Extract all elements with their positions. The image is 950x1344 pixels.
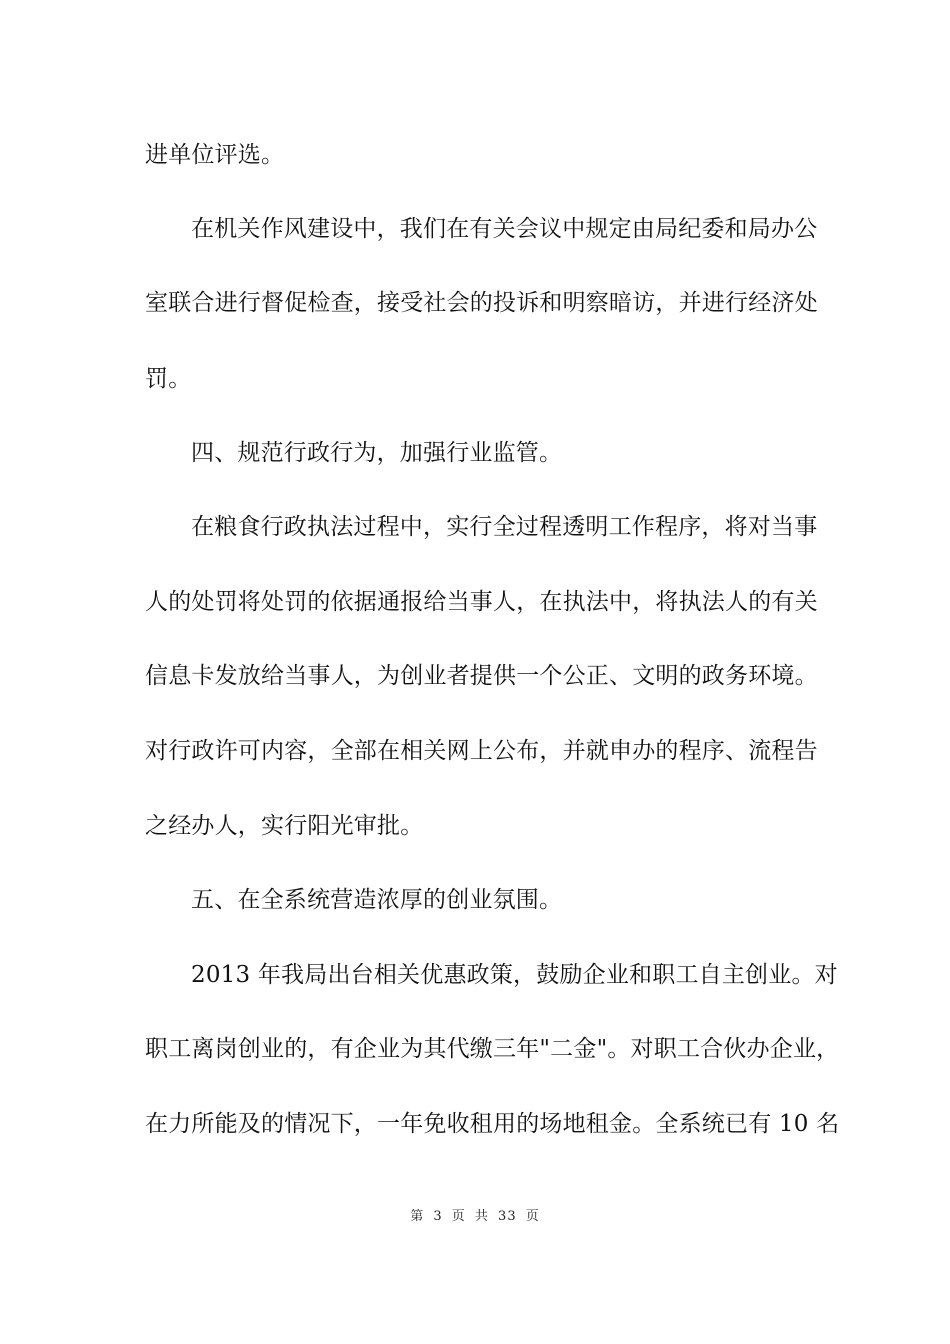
text-line: 信息卡发放给当事人，为创业者提供一个公正、文明的政务环境。: [145, 663, 818, 689]
text-line: 对行政许可内容，全部在相关网上公布，并就申办的程序、流程告: [145, 738, 818, 764]
text-line: 职工离岗创业的，有企业为其代缴三年"二金"。对职工合伙办企业，: [145, 1036, 840, 1062]
paragraph-line: 2013 年我局出台相关优惠政策，鼓励企业和职工自主创业。对: [191, 962, 838, 988]
text-line: 人的处罚将处罚的依据通报给当事人，在执法中，将执法人的有关: [145, 589, 818, 615]
text-line: 室联合进行督促检查，接受社会的投诉和明察暗访，并进行经济处: [145, 290, 818, 316]
text-line: 在力所能及的情况下，一年免收租用的场地租金。全系统已有 10 名: [145, 1111, 840, 1137]
section-heading: 五、在全系统营造浓厚的创业氛围。: [191, 887, 563, 913]
paragraph-line: 在粮食行政执法过程中，实行全过程透明工作程序，将对当事: [191, 514, 818, 540]
text-line: 进单位评选。: [145, 142, 285, 168]
paragraph-line: 在机关作风建设中，我们在有关会议中规定由局纪委和局办公: [191, 216, 818, 242]
section-heading: 四、规范行政行为，加强行业监管。: [191, 440, 563, 466]
text-line: 之经办人，实行阳光审批。: [145, 813, 424, 839]
text-line: 罚。: [145, 366, 192, 392]
page-number-footer: 第 3 页 共 33 页: [410, 1209, 540, 1224]
